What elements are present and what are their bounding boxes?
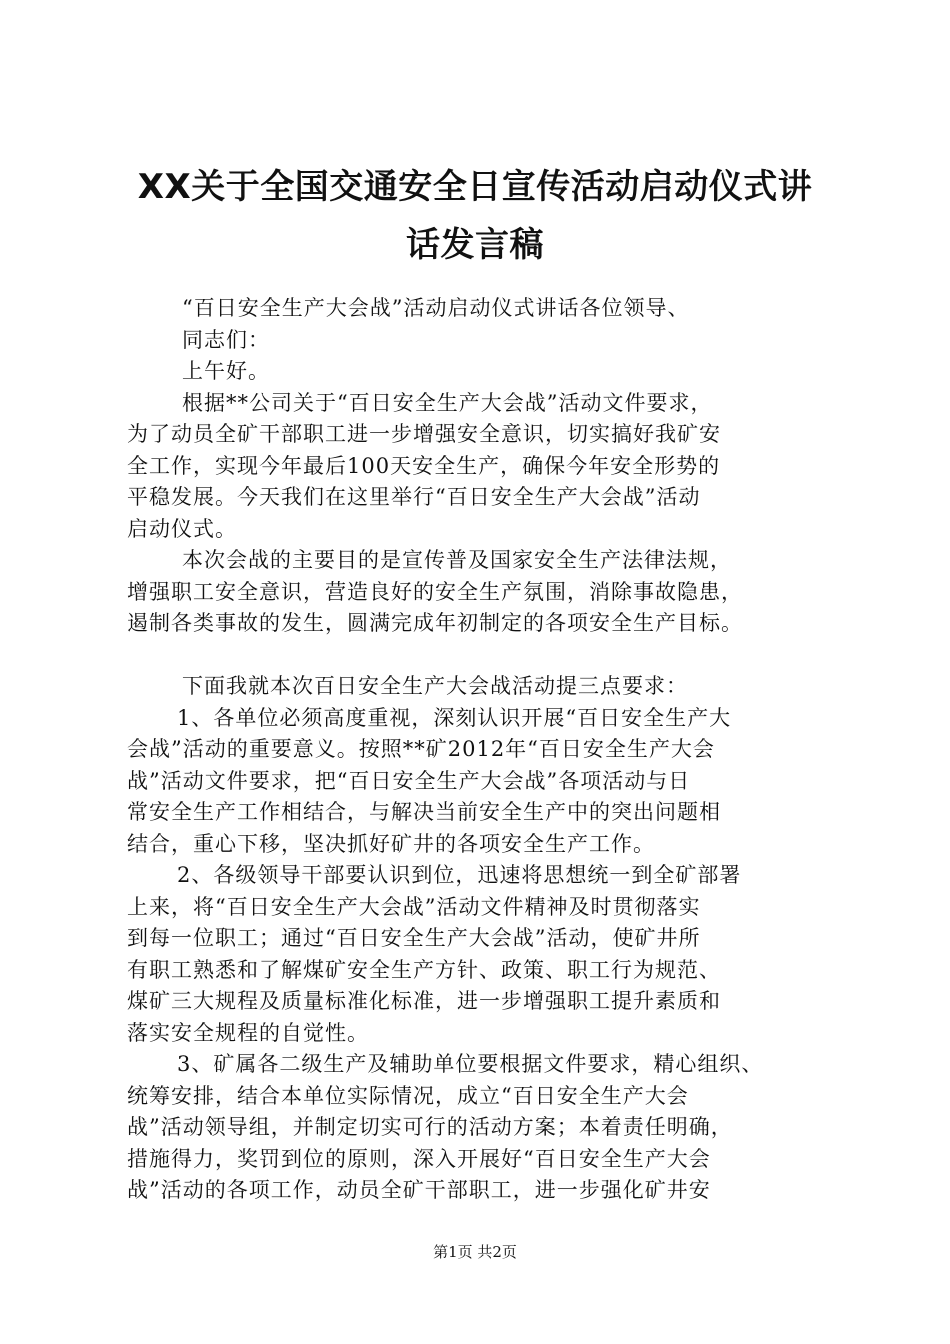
document-body [127,293,857,1207]
text-line: 战”活动文件要求，把“百日安全生产大会战”各项活动与日 [127,768,691,793]
text-line: 1、各单位必须高度重视，深刻认识开展“百日安全生产大 [177,705,732,730]
text-line: 同志们： [182,327,270,352]
text-line: 平稳发展。今天我们在这里举行“百日安全生产大会战”活动 [127,485,701,509]
text-line: 结合，重心下移，坚决抓好矿井的各项安全生产工作。 [127,831,655,856]
text-line: 增强职工安全意识，营造良好的安全生产氛围，消除事故隐患， [127,579,743,604]
paragraph-gap [127,640,857,672]
text-line: 全工作，实现今年最后100天安全生产，确保今年安全形势的 [127,453,721,478]
text-line: 为了动员全矿干部职工进一步增强安全意识，切实搞好我矿安 [127,422,721,446]
text-line: 落实安全规程的自觉性。 [127,1020,369,1045]
document-title [100,158,850,274]
title-line-2: 话发言稿 [406,225,544,265]
text-line: 到每一位职工；通过“百日安全生产大会战”活动，使矿井所 [127,926,701,950]
text-line: 常安全生产工作相结合，与解决当前安全生产中的突出问题相 [127,800,721,824]
text-line: 2、各级领导干部要认识到位，迅速将思想统一到全矿部署 [177,863,742,887]
text-line: 战”活动的各项工作，动员全矿干部职工，进一步强化矿井安 [127,1178,711,1202]
text-line: 上午好。 [182,359,270,383]
text-line: 遏制各类事故的发生，圆满完成年初制定的各项安全生产目标。 [127,611,743,635]
text-line: 有职工熟悉和了解煤矿安全生产方针、政策、职工行为规范、 [127,957,721,982]
title-line-1: XX关于全国交通安全日宣传活动启动仪式讲 [137,167,813,207]
text-line: 根据**公司关于“百日安全生产大会战”活动文件要求， [182,390,713,415]
text-line: 启动仪式。 [127,516,237,541]
text-line: 3、矿属各二级生产及辅助单位要根据文件要求，精心组织、 [177,1052,764,1076]
text-line: 会战”活动的重要意义。按照**矿2012年“百日安全生产大会 [127,737,715,761]
text-line: 上来，将“百日安全生产大会战”活动文件精神及时贯彻落实 [127,894,701,919]
text-line: 煤矿三大规程及质量标准化标准，进一步增强职工提升素质和 [127,989,721,1013]
text-line: 下面我就本次百日安全生产大会战活动提三点要求： [182,674,688,698]
text-line: 措施得力，奖罚到位的原则，深入开展好“百日安全生产大会 [127,1146,711,1171]
text-line: “百日安全生产大会战”活动启动仪式讲话各位领导、 [182,296,690,320]
text-line: 战”活动领导组，并制定切实可行的活动方案；本着责任明确， [127,1115,733,1139]
text-line: 统筹安排，结合本单位实际情况，成立“百日安全生产大会 [127,1083,689,1108]
text-line: 本次会战的主要目的是宣传普及国家安全生产法律法规， [182,548,732,572]
page-number-footer: 第1页 共2页 [433,1243,517,1261]
